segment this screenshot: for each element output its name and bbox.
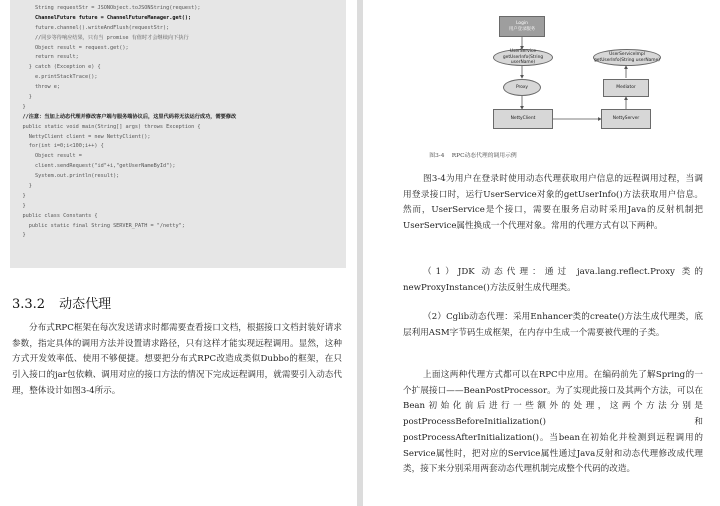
code-line: } — [10, 232, 26, 239]
code-line: future.channel().writeAndFlush(requestStr); — [10, 24, 170, 31]
right-paragraph-3: （2）Cglib动态代理：采用Enhancer类的create()方法生成代理类，底层利用ASM字节码生成框架，在内存中生成一个需要被代理的子类。 — [403, 312, 703, 338]
proxy-box: Proxy — [503, 79, 541, 96]
right-page — [363, 0, 720, 506]
code-line: public class Constants { — [10, 212, 98, 219]
code-block — [10, 0, 346, 268]
userservice-interface-box: UserService getUserInfo(String userName) — [493, 49, 553, 66]
section-title: 动态代理 — [59, 297, 112, 312]
code-line: client.sendRequest("id"+i,"getUserNameById"); — [10, 163, 176, 170]
right-paragraph-4: 上面这两种代理方式都可以在RPC中应用。在编码前先了解Spring的一个扩展接口——BeanPostProcessor。为了实现此接口及其两个方法，可以在Bean初始化前后进行一些额外的处理，这两个方法分别是postProcessBeforeInitialization() 和 postProcessAfterInitialization()。当bean在初始化并检测到远程调用的Service属性时，把对应的Service属性通过Java反射和动态代理修改成代理类，接下来分别采用两套动态代理机制完成整个代码的改造。 — [403, 370, 703, 475]
code-line: return result; — [10, 54, 79, 61]
code-line: throw e; — [10, 84, 60, 91]
left-page — [0, 0, 357, 506]
code-line: public static final String SERVER_PATH = "/netty"; — [10, 222, 185, 229]
figure-caption: 图3-4 RPC动态代理的调用示例 — [429, 153, 517, 159]
userservice-impl-box: UserServiceImpl getUserInfo(String userName) — [593, 49, 661, 66]
code-line: } — [10, 103, 26, 110]
mediator-box: Mediator — [603, 79, 649, 97]
code-line: //注意：当加上动态代理并修改客户端与服务端协议后，这里代码将无法运行成功，需要修改 — [10, 113, 237, 120]
code-line: e.printStackTrace(); — [10, 74, 98, 81]
code-line: } — [10, 183, 32, 190]
code-line: NettyClient client = new NettyClient(); — [10, 133, 151, 140]
code-line: } catch (Exception e) { — [10, 64, 101, 71]
code-line: ChannelFuture future = ChannelFutureManager.get(); — [10, 14, 192, 21]
code-line: } — [10, 202, 26, 209]
code-line: } — [10, 94, 32, 101]
nettyclient-box: NettyClient — [493, 109, 553, 129]
code-line: //同步等待响应结果，只有当 promise 有值时才会继续向下执行 — [10, 34, 189, 41]
code-line: String requestStr = JSONObject.toJSONString(request); — [10, 5, 201, 11]
code-line: for(int i=0;i<100;i++) { — [10, 143, 104, 150]
body-paragraph: 分布式RPC框架在每次发送请求时都需要查看接口文档，根据接口文档封装好请求参数，指定具体的调用方法并设置请求路径，只有这样才能实现远程调用。显然，这种方式开发效率低、使用不够便捷。想要把分布式RPC改造成类似Dubbo的框架，在只引入接口的jar包依赖、调用对应的接口方法的情况下完成远程调用，就需要引入动态代理，整体设计如图3-4所示。 — [12, 323, 342, 396]
right-paragraph-1: 图3-4为用户在登录时使用动态代理获取用户信息的远程调用过程，当调用登录接口时，运行UserService对象的getUserInfo()方法获取用户信息。然而，UserService是个接口，需要在服务启动时采用Java的反射机制把UserService属性换成一个代理对象。常用的代理方式有以下两种。 — [403, 174, 703, 232]
nettyserver-box: NettyServer — [601, 109, 651, 129]
code-line: Object result = — [10, 153, 82, 160]
code-line: } — [10, 192, 26, 199]
section-number: 3.3.2 — [12, 297, 46, 312]
right-paragraph-2: （1）JDK 动态代理：通过 java.lang.reflect.Proxy 类的 newProxyInstance()方法反射生成代理类。 — [403, 267, 703, 293]
section-heading — [12, 293, 111, 312]
code-line: Object result = request.get(); — [10, 44, 129, 51]
code-line: System.out.println(result); — [10, 173, 120, 180]
code-line: public static void main(String[] args) throws Exception { — [10, 123, 201, 130]
figure-3-4-diagram — [493, 8, 713, 158]
login-box: Login 用户登录服务 — [499, 16, 545, 37]
